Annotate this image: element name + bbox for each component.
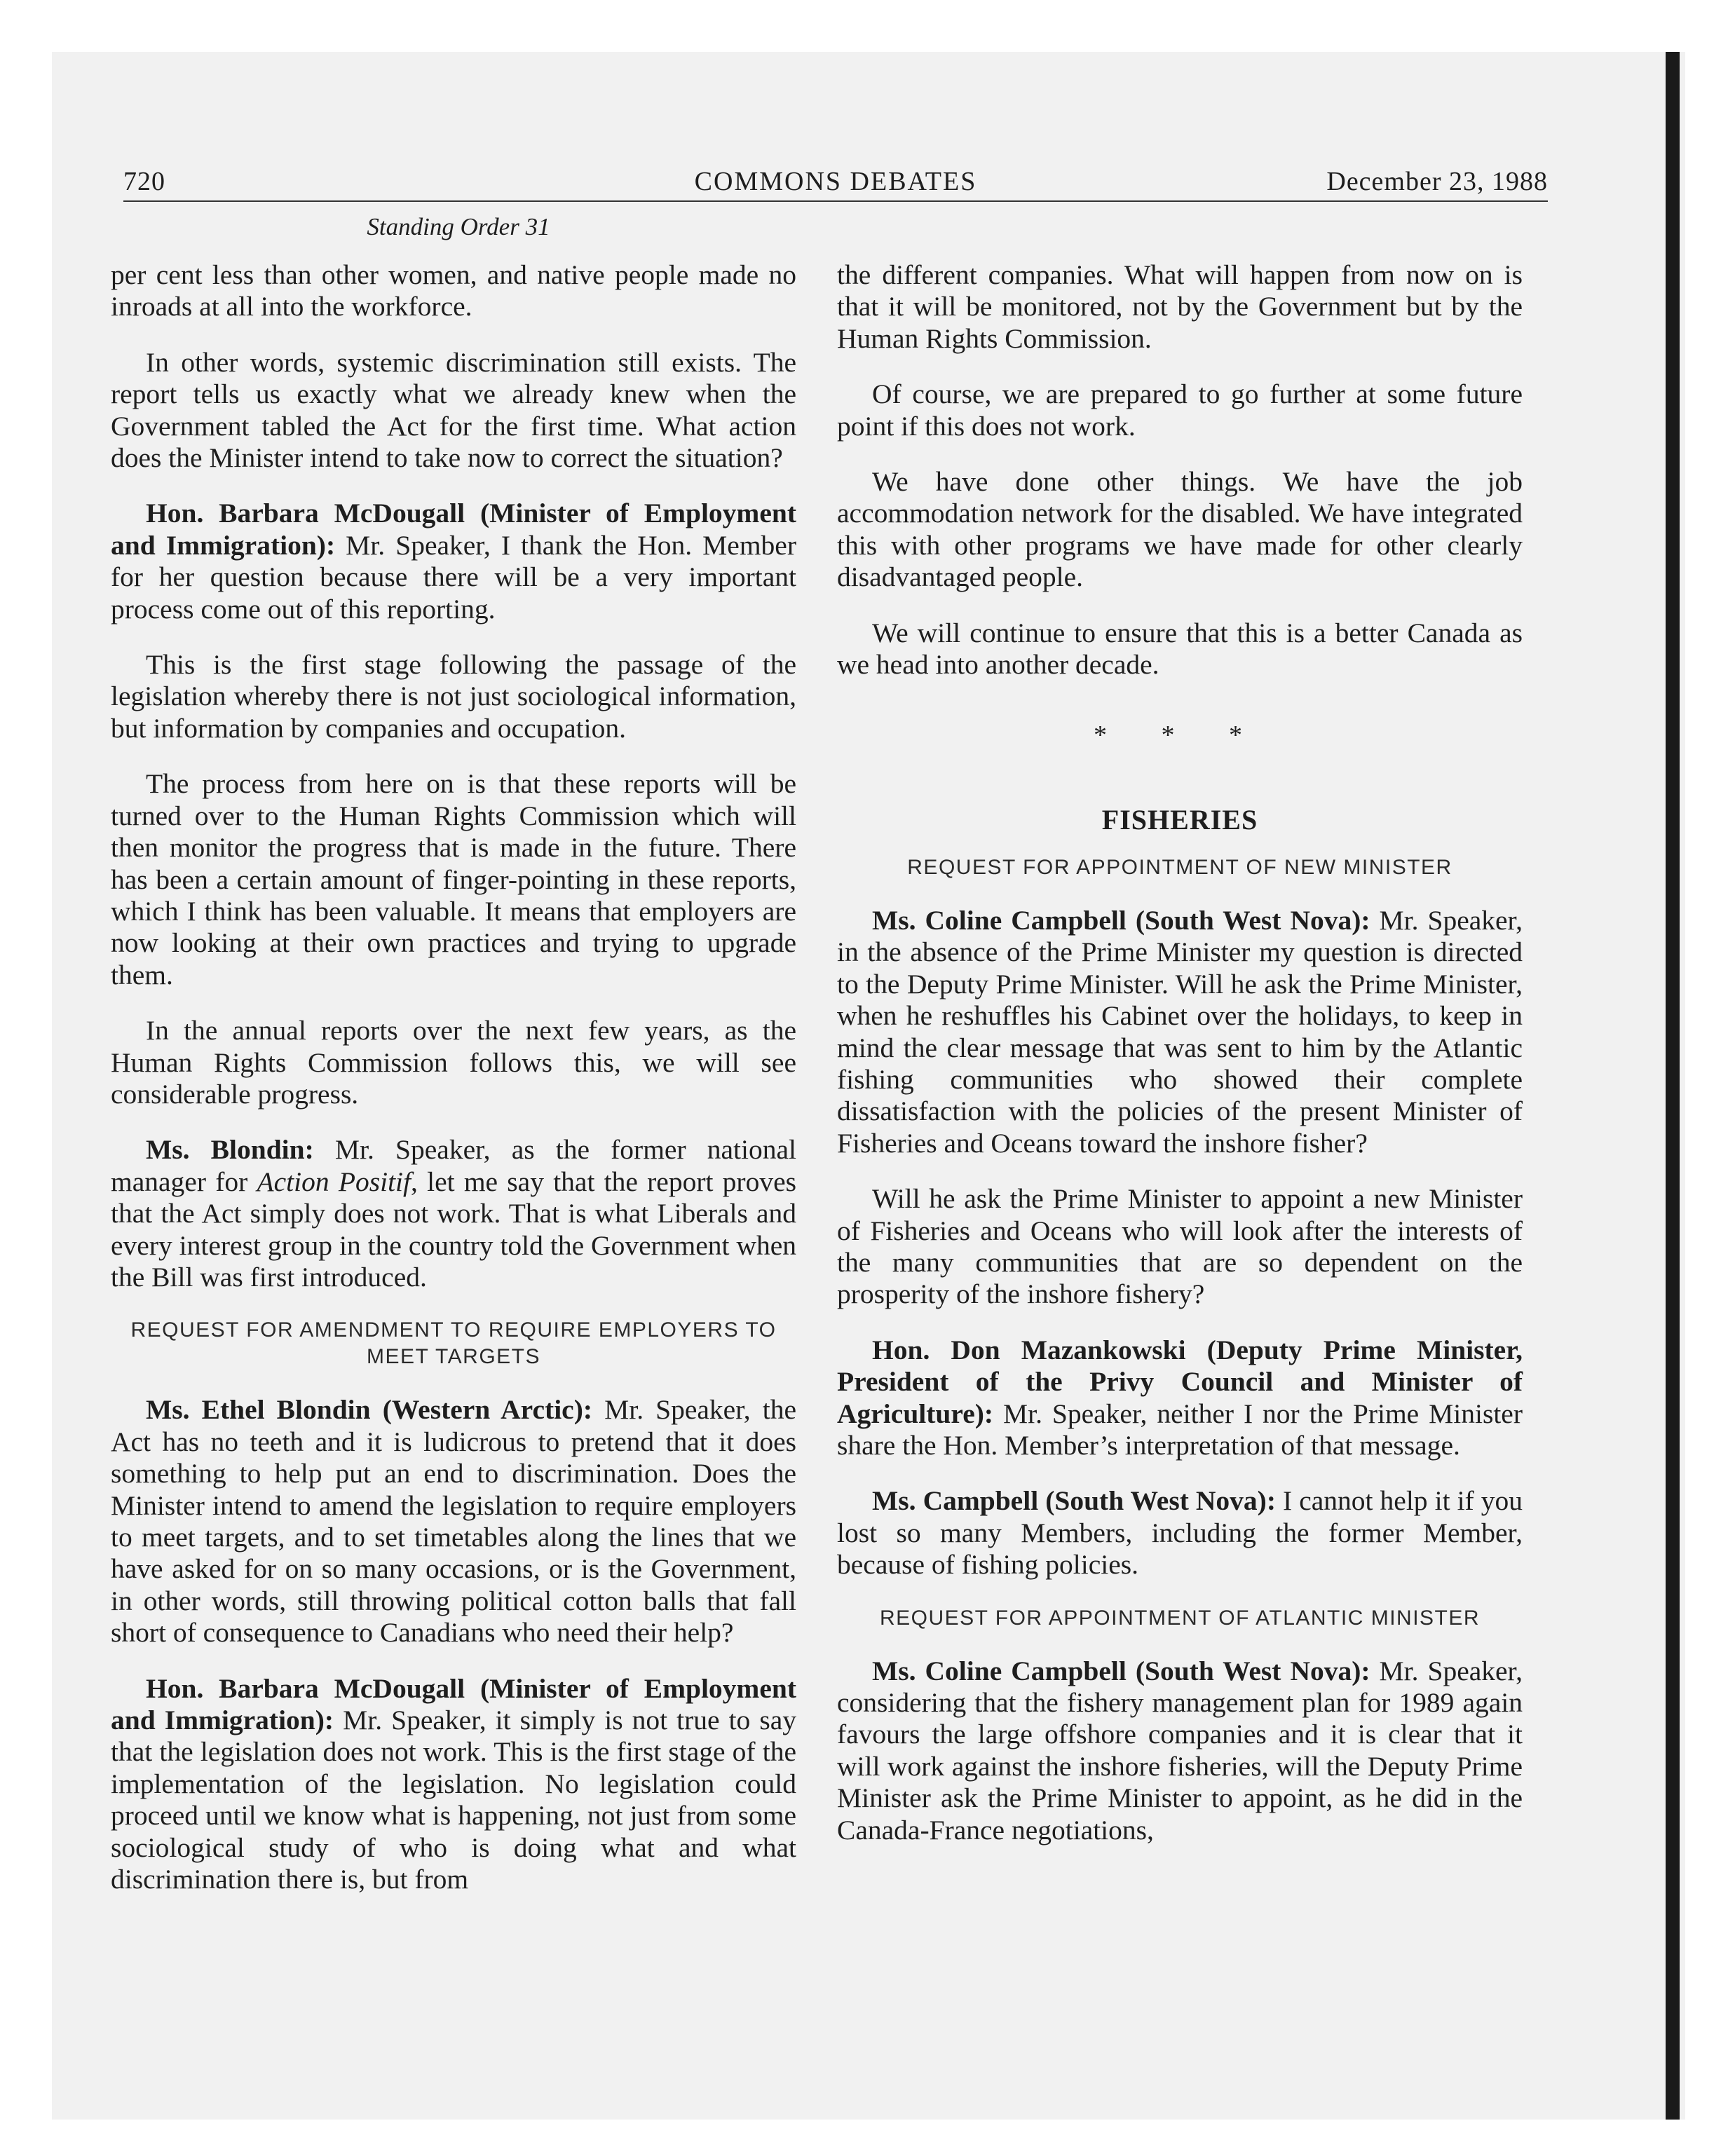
speech-paragraph [111,1134,796,1293]
speaker-name: Ms. Coline Campbell (South West Nova): [872,1655,1370,1686]
italic-title: Action Positif [257,1166,411,1197]
paragraph: the different companies. What will happen from now on is that it will be monitored, not by the Government but by the Human Rights Commission. [837,259,1523,354]
paragraph: This is the first stage following the passage of the legislation whereby there is not just sociological information, but information by companies and occupation. [111,649,796,744]
speaker-name: Ms. Blondin: [146,1134,314,1166]
speech-text: Mr. Speaker, neither I nor the Prime Minister share the Hon. Member’s interpretation of that message. [837,1398,1523,1461]
speech-text: Mr. Speaker, I thank the Hon. Member for her question because there will be a very important process come out of this reporting. [111,529,796,625]
fisheries-heading: FISHERIES [1101,803,1258,835]
speech-paragraph [837,1485,1523,1581]
speech-text: I cannot help it if you lost so many Members, including the former Member, because of fishing policies. [837,1485,1523,1581]
section-heading: REQUEST FOR APPOINTMENT OF ATLANTIC MINISTER [879,1606,1481,1630]
speaker-name: Hon. Barbara McDougall (Minister of Employment and Immigration): [111,498,796,561]
speech-text: , let me say that the report proves that the Act simply does not work. That is what Liberals and every interest group in the country told the Government when the Bill was first introduced. [111,1166,796,1292]
right-column [837,259,1523,1870]
section-heading: REQUEST FOR APPOINTMENT OF NEW MINISTER [907,855,1452,879]
paragraph: The process from here on is that these reports will be turned over to the Human Rights Commission which will then monitor the progress that is made in the future. There has been a certain amount of finger-pointing in these reports, which I think has been valuable. It means that employers are now looking at their own practices and trying to upgrade them. [111,768,796,990]
page-edge-shadow [1666,52,1680,2120]
speech-paragraph [111,1673,796,1896]
speaker-name: Hon. Barbara McDougall (Minister of Employment and Immigration): [111,1672,796,1736]
section-separator-stars: * * * [1094,721,1266,751]
paragraph: We have done other things. We have the job accommodation network for the disabled. We have integrated this with other programs we have made for other clearly disadvantaged people. [837,466,1523,593]
speech-paragraph [111,1394,796,1649]
speech-text: Mr. Speaker, it simply is not true to say that the legislation does not work. This is the first stage of the implementation of the legislation. No legislation could proceed until we know what is happening, not just from some sociological study of who is doing what and what discrimination there is, but from [111,1705,797,1895]
paragraph: In other words, systemic discrimination still exists. The report tells us exactly what we already knew when the Government tabled the Act for the first time. What action does the Minister intend to take now to correct the situation? [111,346,796,474]
speech-paragraph [837,1335,1523,1462]
speaker-name: Ms. Ethel Blondin (Western Arctic): [146,1394,593,1426]
speech-text: Mr. Speaker, as the former national manager for [111,1134,796,1197]
speech-text: Mr. Speaker, in the absence of the Prime Minister my question is directed to the Deputy Prime Minister. Will he ask the Prime Minister, when he reshuffles his Cabinet over the holidays, to keep in mind the clear message that was sent to him by the Atlantic fishing communities who showed their complete dissatisfaction with the policies of the present Minister of Fisheries and Oceans toward the inshore fisher? [837,904,1523,1159]
speaker-name: Ms. Coline Campbell (South West Nova): [872,904,1370,936]
paragraph: In the annual reports over the next few years, as the Human Rights Commission follows this, we will see considerable progress. [111,1015,796,1110]
speech-text: Mr. Speaker, the Act has no teeth and it is ludicrous to pretend that it does something to help put an end to discrimination. Does the Minister intend to amend the legislation to require employers to meet targets, and to set timetables along the lines that we have asked for on so many occasions, or is the Government, in other words, still throwing political cotton balls that fall short of consequence to Canadians who need their help? [111,1394,796,1649]
header-date: December 23, 1988 [1326,167,1548,196]
paragraph: We will continue to ensure that this is a better Canada as we head into another decade. [837,617,1523,681]
paragraph: Of course, we are prepared to go further at some future point if this does not work. [837,378,1523,442]
speaker-name: Ms. Campbell (South West Nova): [872,1485,1276,1517]
page-number: 720 [123,167,165,196]
speech-paragraph [837,905,1523,1159]
paragraph: Will he ask the Prime Minister to appoint a new Minister of Fisheries and Oceans who will look after the interests of the many communities that are so dependent on the prosperity of the inshore fishery? [837,1183,1523,1310]
section-heading: REQUEST FOR AMENDMENT TO REQUIRE EMPLOYERS TO MEET TARGETS [130,1318,777,1369]
speech-paragraph [111,498,796,625]
speech-text: Mr. Speaker, considering that the fishery management plan for 1989 again favours the large offshore companies and it is clear that it will work against the inshore fisheries, will the Deputy Prime Minister ask the Prime Minister to appoint, as he did in the Canada-France negotiations, [837,1655,1523,1845]
paragraph: per cent less than other women, and native people made no inroads at all into the workforce. [111,259,796,322]
speech-paragraph [837,1656,1523,1846]
publication-title: COMMONS DEBATES [694,167,977,196]
speaker-name: Hon. Don Mazankowski (Deputy Prime Minister, President of the Privy Council and Minister of Agriculture): [837,1334,1523,1429]
running-header [123,163,1548,202]
left-column [111,259,796,1919]
standing-order-subheading: Standing Order 31 [367,213,550,240]
